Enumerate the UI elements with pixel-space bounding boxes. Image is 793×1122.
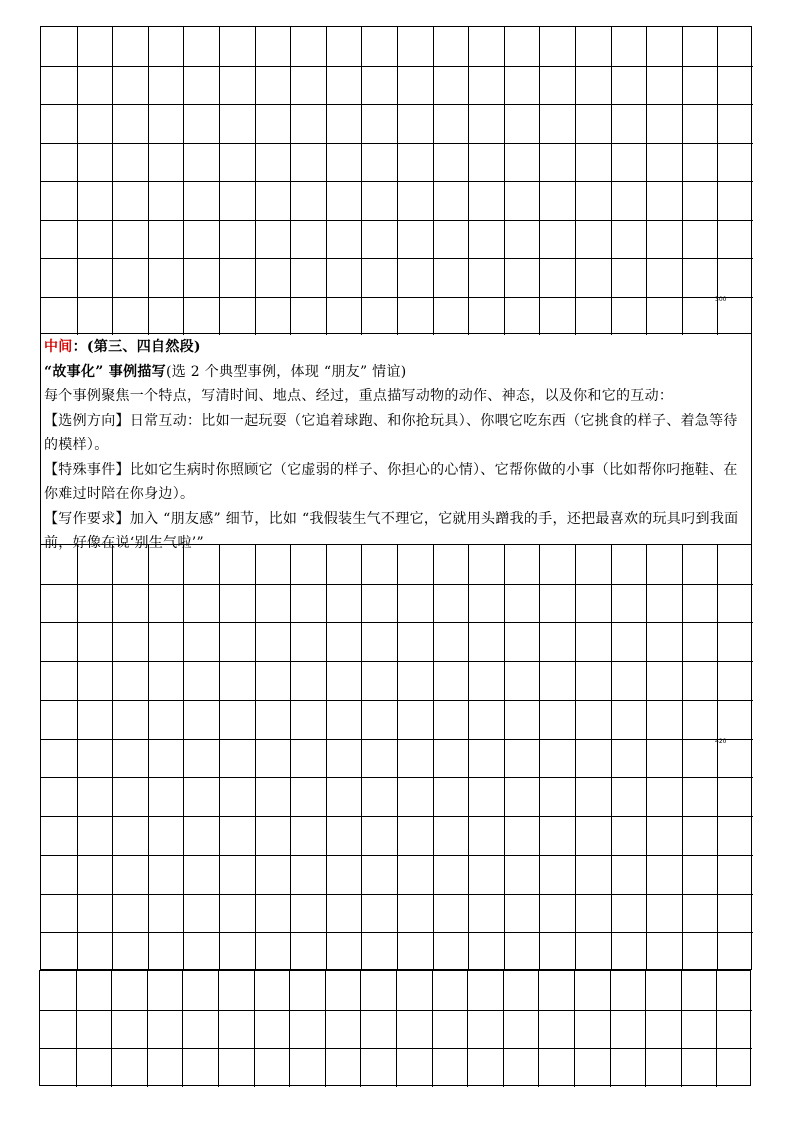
writing-grid-top [40, 26, 752, 334]
word-count-marker-420: 420 [715, 738, 727, 745]
writing-grid-bottom [39, 970, 751, 1086]
section-subtitle [44, 360, 748, 385]
grid-lines-bottom [40, 971, 752, 1087]
subtitle-bold: “故事化” 事例描写 [44, 363, 166, 380]
grid-lines-top [41, 27, 753, 335]
grid-lines-middle [41, 545, 753, 971]
writing-grid-middle [40, 544, 752, 970]
item3-tag: 【写作要求】 [44, 510, 130, 527]
item1-text: 日常互动：比如一起玩耍（它追着球跑、和你抢玩具）、你喂它吃东西（它挑食的样子、着急等待的模样）。 [44, 412, 738, 453]
item-example-direction [44, 409, 748, 458]
section-heading [44, 335, 748, 360]
item3-text: 加入 “朋友感” 细节，比如 “我假装生气不理它，它就用头蹭我的手，还把最喜欢的玩具叼到我面前，好像在说‘别生气啦’” [44, 510, 739, 551]
section-heading-red: 中间 [44, 339, 73, 355]
section-heading-rest: ：(第三、四自然段) [72, 339, 201, 355]
intro-text: 每个事例聚焦一个特点，写清时间、地点、经过，重点描写动物的动作、神态，以及你和它的互动： [44, 388, 674, 404]
middle-section-instructions [40, 333, 752, 551]
item1-tag: 【选例方向】 [44, 412, 130, 429]
item2-tag: 【特殊事件】 [44, 461, 130, 478]
item-special-event [44, 458, 748, 507]
item2-text: 比如它生病时你照顾它（它虚弱的样子、你担心的心情）、它帮你做的小事（比如帮你叼拖鞋、在你难过时陪在你身边）。 [44, 461, 738, 502]
subtitle-rest: (选 2 个典型事例，体现 “朋友” 情谊) [165, 363, 407, 380]
word-count-marker-300: 300 [715, 296, 727, 303]
